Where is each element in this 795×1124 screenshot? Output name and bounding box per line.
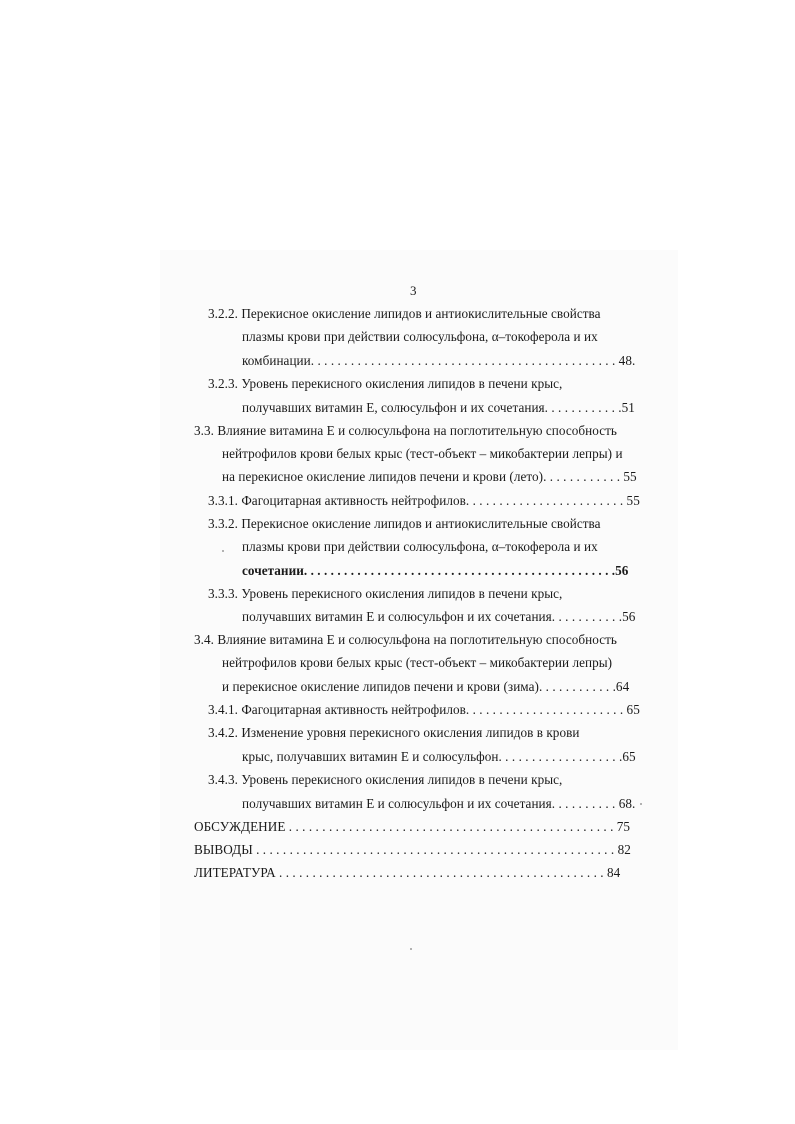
toc-entry-3-3-3-line-1: 3.3.3. Уровень перекисного окисления липидов в печени крыс, xyxy=(208,586,563,601)
toc-entry-3-2-3-line-2: получавших витамин Е, солюсульфон и их сочетания. . . . . . . . . . . .51 xyxy=(242,400,635,415)
toc-entry-3-3-1: 3.3.1. Фагоцитарная активность нейтрофилов. . . . . . . . . . . . . . . . . . . . . . . . 55 xyxy=(208,493,640,508)
toc-entry-literature: ЛИТЕРАТУРА . . . . . . . . . . . . . . . . . . . . . . . . . . . . . . . . . . . . . . . . . . . . . . . . . 84 xyxy=(194,865,621,880)
toc-entry-3-4-3-line-2: получавших витамин Е и солюсульфон и их сочетания. . . . . . . . . . 68. xyxy=(242,796,636,811)
toc-entry-discussion: ОБСУЖДЕНИЕ . . . . . . . . . . . . . . . . . . . . . . . . . . . . . . . . . . . . . . . . . . . . . . . . . 75 xyxy=(194,819,631,834)
toc-entry-3-3-line-2: нейтрофилов крови белых крыс (тест-объект – микобактерии лепры) и xyxy=(222,446,623,461)
toc-entry-3-4-1: 3.4.1. Фагоцитарная активность нейтрофилов. . . . . . . . . . . . . . . . . . . . . . . . 65 xyxy=(208,702,640,717)
toc-entry-3-2-2-line-2: плазмы крови при действии солюсульфона, α–токоферола и их xyxy=(242,329,598,344)
toc-entry-3-2-2-line-1: 3.2.2. Перекисное окисление липидов и антиокислительные свойства xyxy=(208,306,601,321)
scan-speck xyxy=(640,803,642,805)
toc-entry-3-4-line-2: нейтрофилов крови белых крыс (тест-объект – микобактерии лепры) xyxy=(222,655,613,670)
toc-entry-3-2-2-line-3: комбинации. . . . . . . . . . . . . . . . . . . . . . . . . . . . . . . . . . . . . . . . . . . . . . 48. xyxy=(242,353,636,368)
page-number: 3 xyxy=(410,283,417,298)
toc-entry-conclusions: ВЫВОДЫ . . . . . . . . . . . . . . . . . . . . . . . . . . . . . . . . . . . . . . . . . . . . . . . . . . . . . . 82 xyxy=(194,842,631,857)
toc-entry-3-4-3-line-1: 3.4.3. Уровень перекисного окисления липидов в печени крыс, xyxy=(208,772,563,787)
scanned-page-area xyxy=(160,250,678,1050)
toc-entry-3-4-line-1: 3.4. Влияние витамина Е и солюсульфона на поглотительную способность xyxy=(194,632,617,647)
toc-entry-3-3-line-3: на перекисное окисление липидов печени и крови (лето). . . . . . . . . . . . 55 xyxy=(222,469,637,484)
toc-entry-3-2-3-line-1: 3.2.3. Уровень перекисного окисления липидов в печени крыс, xyxy=(208,376,563,391)
toc-entry-3-4-2-line-1: 3.4.2. Изменение уровня перекисного окисления липидов в крови xyxy=(208,725,580,740)
toc-entry-3-3-3-line-2: получавших витамин Е и солюсульфон и их сочетания. . . . . . . . . . .56 xyxy=(242,609,636,624)
toc-entry-3-3-2-line-2: плазмы крови при действии солюсульфона, α–токоферола и их xyxy=(242,539,598,554)
toc-entry-3-3-2-line-3: сочетании. . . . . . . . . . . . . . . . . . . . . . . . . . . . . . . . . . . . . . . . . . . . . . .56 xyxy=(242,563,629,578)
scan-speck xyxy=(410,948,412,950)
scan-speck xyxy=(222,550,224,552)
toc-entry-3-3-2-line-1: 3.3.2. Перекисное окисление липидов и антиокислительные свойства xyxy=(208,516,601,531)
toc-entry-3-4-line-3: и перекисное окисление липидов печени и крови (зима). . . . . . . . . . . .64 xyxy=(222,679,630,694)
toc-entry-3-3-line-1: 3.3. Влияние витамина Е и солюсульфона на поглотительную способность xyxy=(194,423,617,438)
toc-entry-3-4-2-line-2: крыс, получавших витамин Е и солюсульфон. . . . . . . . . . . . . . . . . . .65 xyxy=(242,749,636,764)
